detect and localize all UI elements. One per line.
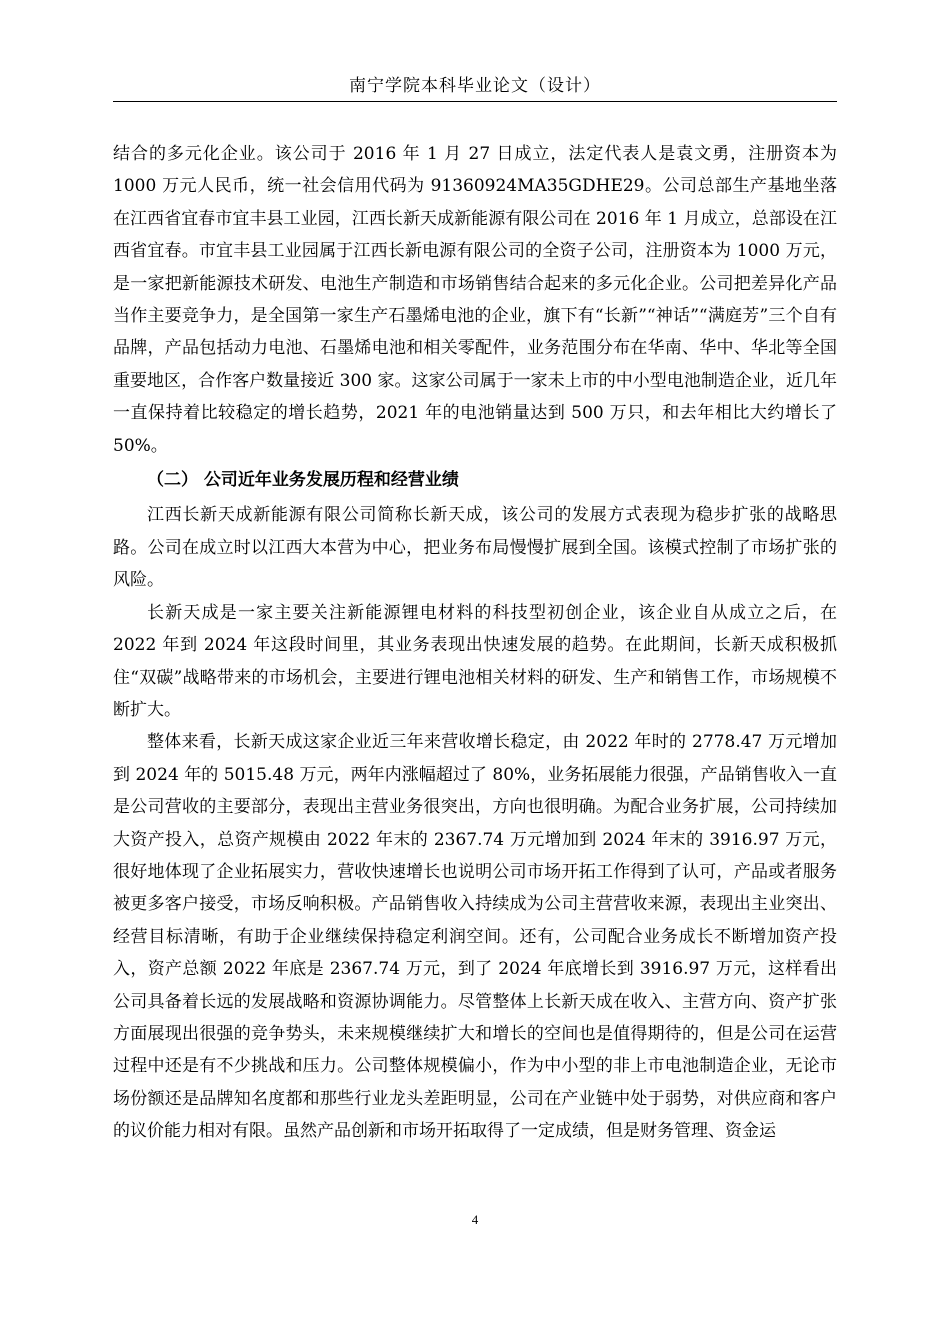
body-text	[113, 138, 837, 1148]
running-header: 南宁学院本科毕业论文（设计）	[349, 76, 601, 96]
paragraph: 江西长新天成新能源有限公司简称长新天成，该公司的发展方式表现为稳步扩张的战略思路。公司在成立时以江西大本营为中心，把业务布局慢慢扩展到全国。该模式控制了市场扩张的风险。	[113, 505, 837, 591]
paragraph: 长新天成是一家主要关注新能源锂电材料的科技型初创企业，该企业自从成立之后，在 2022 年到 2024 年这段时间里，其业务表现出快速发展的趋势。在此期间，长新天成积极抓住“双碳”战略带来的市场机会，主要进行锂电池相关材料的研发、生产和销售工作，市场规模不断扩大。	[113, 602, 837, 720]
section-heading: （二） 公司近年业务发展历程和经营业绩	[147, 470, 459, 491]
header-rule	[113, 101, 837, 102]
paragraph-continued: 结合的多元化企业。该公司于 2016 年 1 月 27 日成立，法定代表人是袁文勇，注册资本为 1000 万元人民币，统一社会信用代码为 91360924MA35GDHE29。公司总部生产基地坐落在江西省宜春市宜丰县工业园，江西长新天成新能源有限公司在 2016 年 1 月成立，总部设在江西省宜春。市宜丰县工业园属于江西长新电源有限公司的全资子公司，注册资本为 1000 万元，是一家把新能源技术研发、电池生产制造和市场销售结合起来的多元化企业。公司把差异化产品当作主要竞争力，是全国第一家生产石墨烯电池的企业，旗下有“长新”“神话”“满庭芳”三个自有品牌，产品包括动力电池、石墨烯电池和相关零配件，业务范围分布在华南、华中、华北等全国重要地区，合作客户数量接近 300 家。这家公司属于一家未上市的中小型电池制造企业，近几年一直保持着比较稳定的增长趋势，2021 年的电池销量达到 500 万只，和去年相比大约增长了 50%。	[113, 144, 837, 456]
paragraph: 整体来看，长新天成这家企业近三年来营收增长稳定，由 2022 年时的 2778.47 万元增加到 2024 年的 5015.48 万元，两年内涨幅超过了 80%，业务拓展能力很强，产品销售收入一直是公司营收的主要部分，表现出主营业务很突出，方向也很明确。为配合业务扩展，公司持续加大资产投入，总资产规模由 2022 年末的 2367.74 万元增加到 2024 年末的 3916.97 万元，很好地体现了企业拓展实力，营收快速增长也说明公司市场开拓工作得到了认可，产品或者服务被更多客户接受，市场反响积极。产品销售收入持续成为公司主营营收来源，表现出主业突出、经营目标清晰，有助于企业继续保持稳定利润空间。还有，公司配合业务成长不断增加资产投入，资产总额 2022 年底是 2367.74 万元，到了 2024 年底增长到 3916.97 万元，这样看出公司具备着长远的发展战略和资源协调能力。尽管整体上长新天成在收入、主营方向、资产扩张方面展现出很强的竞争势头，未来规模继续扩大和增长的空间也是值得期待的，但是公司在运营过程中还是有不少挑战和压力。公司整体规模偏小，作为中小型的非上市电池制造企业，无论市场份额还是品牌知名度都和那些行业龙头差距明显，公司在产业链中处于弱势，对供应商和客户的议价能力相对有限。虽然产品创新和市场开拓取得了一定成绩，但是财务管理、资金运	[113, 732, 837, 1142]
page-number: 4	[471, 1212, 479, 1227]
